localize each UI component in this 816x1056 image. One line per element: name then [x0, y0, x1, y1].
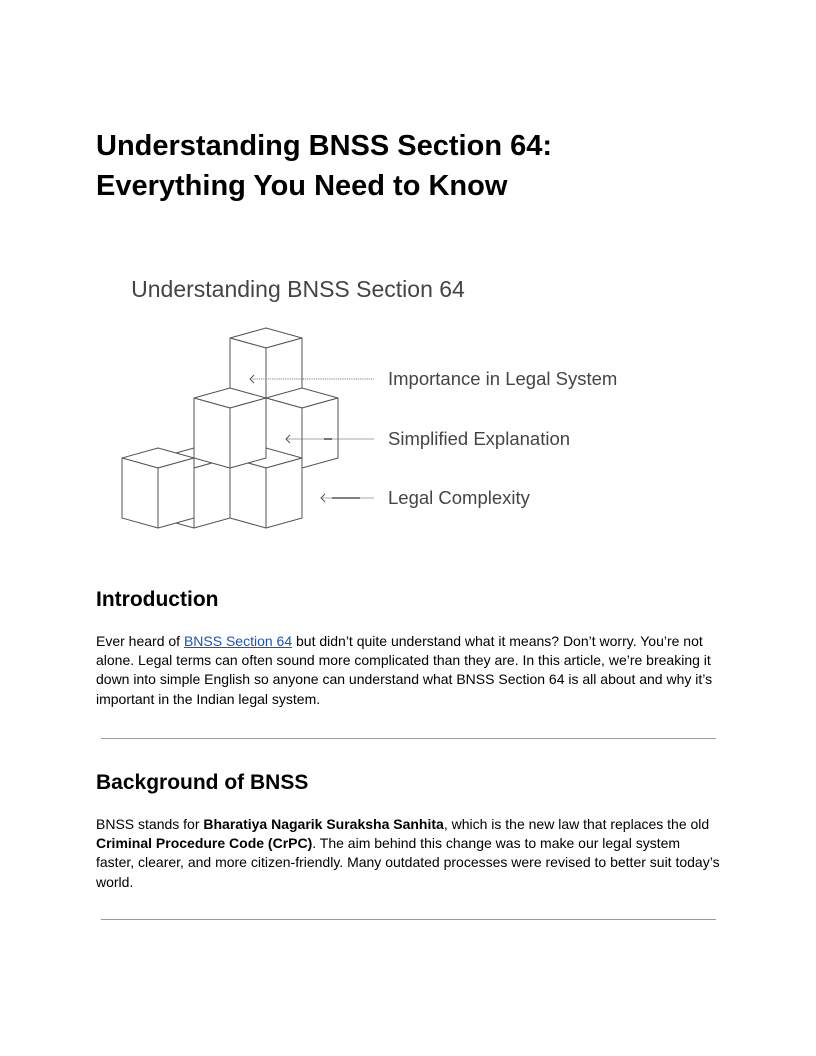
- pyramid-diagram: [96, 266, 720, 546]
- intro-text-rest: but didn’t quite understand what it means? Don’t worry. You’re not alone. Legal terms can often sound more complicated than they are. In this article, we’re breaking it down into simple English so anyone can understand what BNSS Section 64 is all about and why it’s important in the Indian legal system.: [96, 633, 713, 707]
- article-title-line-1: Understanding BNSS Section 64:: [96, 130, 553, 162]
- introduction-heading: Introduction: [96, 588, 219, 611]
- cube-face: [302, 398, 338, 468]
- bnss-section-64-link[interactable]: BNSS Section 64: [183, 633, 293, 649]
- background-heading: Background of BNSS: [96, 771, 309, 794]
- diagram-title: Understanding BNSS Section 64: [131, 276, 465, 302]
- article-title: [96, 126, 736, 206]
- cube-face: [194, 398, 230, 468]
- cube-face: [122, 458, 158, 528]
- introduction-paragraph: [96, 632, 721, 709]
- intro-text-start: Ever heard of: [96, 633, 184, 649]
- cube-face: [230, 398, 266, 468]
- cube-face: [230, 458, 266, 528]
- background-text-3: . The aim behind this change was to make our legal system faster, clearer, and more citizen-friendly. Many outdated processes were revised to better suit today’s world.: [96, 835, 720, 890]
- arrow-complexity: [321, 494, 374, 502]
- background-text-2: , which is the new law that replaces the old: [443, 816, 710, 832]
- article-title-line-2: Everything You Need to Know: [96, 170, 508, 202]
- diagram-label-importance: Importance in Legal System: [388, 368, 618, 389]
- cube-face: [194, 458, 230, 528]
- cube-face: [266, 458, 302, 528]
- diagram-label-complexity: Legal Complexity: [388, 487, 530, 508]
- bnss-full-name: Bharatiya Nagarik Suraksha Sanhita: [203, 816, 444, 832]
- cube-face: [158, 458, 194, 528]
- section-divider: [101, 738, 716, 739]
- cube-stack-icon: [122, 328, 338, 528]
- diagram-label-simplified: Simplified Explanation: [388, 428, 571, 449]
- background-text-1: BNSS stands for: [96, 816, 204, 832]
- crpc-full-name: Criminal Procedure Code (CrPC): [96, 835, 313, 852]
- section-divider: [101, 919, 716, 920]
- background-paragraph: [96, 815, 721, 892]
